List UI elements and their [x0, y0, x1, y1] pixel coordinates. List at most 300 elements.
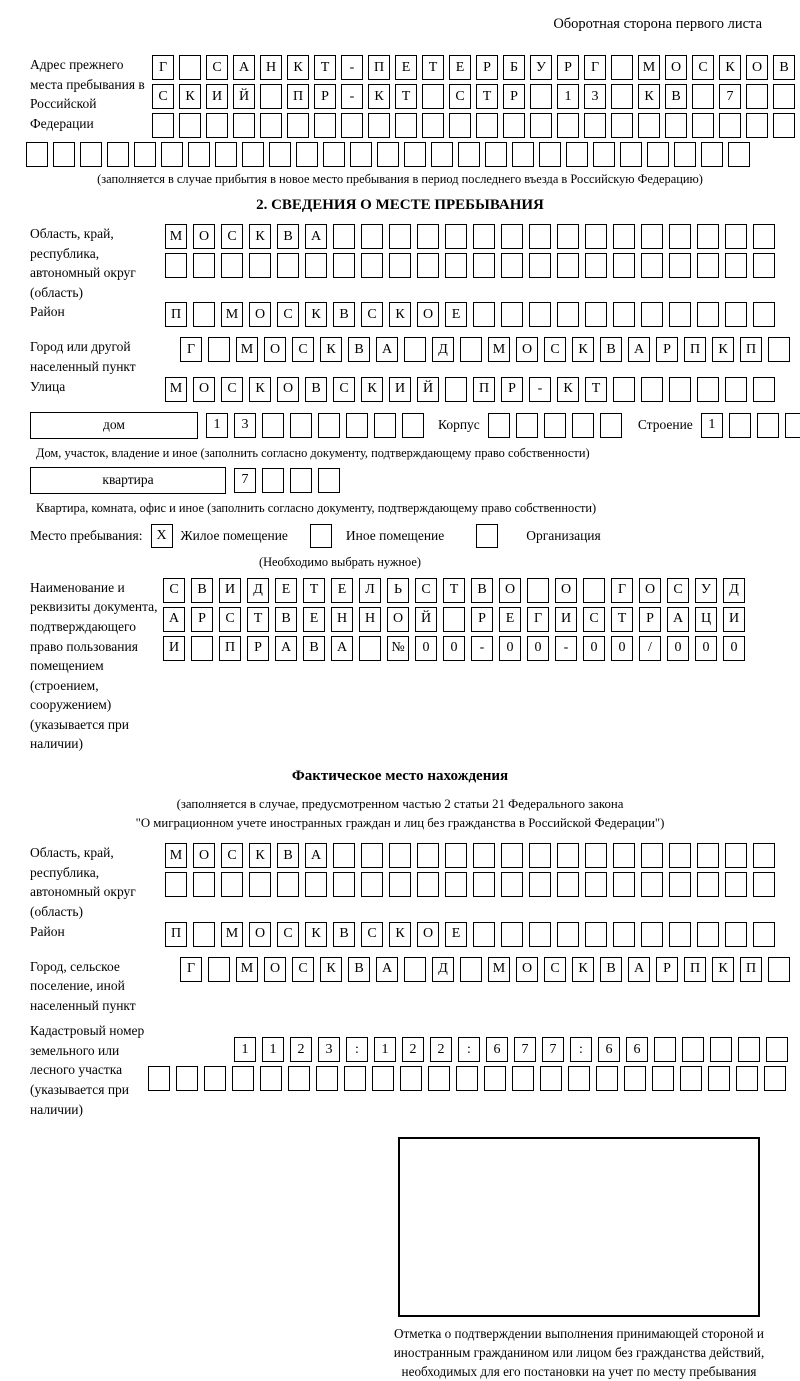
- char-cell[interactable]: [473, 302, 495, 327]
- char-cell[interactable]: [249, 253, 271, 278]
- char-cell[interactable]: [725, 377, 747, 402]
- char-cell[interactable]: К: [305, 922, 327, 947]
- char-cell[interactable]: 7: [514, 1037, 536, 1062]
- char-cell[interactable]: 7: [234, 468, 256, 493]
- char-cell[interactable]: 6: [598, 1037, 620, 1062]
- char-cell[interactable]: М: [221, 922, 243, 947]
- char-cell[interactable]: Е: [445, 302, 467, 327]
- char-cell[interactable]: [377, 142, 399, 167]
- char-cell[interactable]: [176, 1066, 198, 1091]
- char-cell[interactable]: С: [221, 843, 243, 868]
- char-cell[interactable]: [417, 224, 439, 249]
- char-cell[interactable]: П: [473, 377, 495, 402]
- char-cell[interactable]: Р: [314, 84, 336, 109]
- char-cell[interactable]: [593, 142, 615, 167]
- char-cell[interactable]: [501, 843, 523, 868]
- char-cell[interactable]: Е: [275, 578, 297, 603]
- char-cell[interactable]: [697, 302, 719, 327]
- char-cell[interactable]: О: [387, 607, 409, 632]
- char-cell[interactable]: [473, 872, 495, 897]
- char-cell[interactable]: [148, 1066, 170, 1091]
- char-cell[interactable]: Г: [152, 55, 174, 80]
- char-cell[interactable]: П: [684, 957, 706, 982]
- char-cell[interactable]: Г: [180, 337, 202, 362]
- char-cell[interactable]: В: [600, 957, 622, 982]
- char-cell[interactable]: [404, 957, 426, 982]
- char-cell[interactable]: [260, 1066, 282, 1091]
- char-cell[interactable]: К: [557, 377, 579, 402]
- char-cell[interactable]: М: [488, 337, 510, 362]
- char-cell[interactable]: [611, 55, 633, 80]
- char-cell[interactable]: Т: [611, 607, 633, 632]
- char-cell[interactable]: [193, 922, 215, 947]
- char-cell[interactable]: [641, 377, 663, 402]
- char-cell[interactable]: К: [712, 337, 734, 362]
- char-cell[interactable]: К: [389, 302, 411, 327]
- char-cell[interactable]: [215, 142, 237, 167]
- char-cell[interactable]: М: [165, 224, 187, 249]
- char-cell[interactable]: [359, 636, 381, 661]
- char-cell[interactable]: Р: [503, 84, 525, 109]
- char-cell[interactable]: В: [348, 337, 370, 362]
- char-cell[interactable]: Т: [247, 607, 269, 632]
- char-cell[interactable]: [262, 413, 284, 438]
- char-cell[interactable]: У: [695, 578, 717, 603]
- char-cell[interactable]: Р: [639, 607, 661, 632]
- char-cell[interactable]: 0: [583, 636, 605, 661]
- char-cell[interactable]: [417, 253, 439, 278]
- char-cell[interactable]: С: [292, 957, 314, 982]
- char-cell[interactable]: [458, 142, 480, 167]
- char-cell[interactable]: К: [305, 302, 327, 327]
- char-cell[interactable]: [161, 142, 183, 167]
- char-cell[interactable]: [544, 413, 566, 438]
- char-cell[interactable]: 1: [234, 1037, 256, 1062]
- char-cell[interactable]: Н: [359, 607, 381, 632]
- char-cell[interactable]: [389, 843, 411, 868]
- char-cell[interactable]: [652, 1066, 674, 1091]
- char-cell[interactable]: [539, 142, 561, 167]
- char-cell[interactable]: [208, 337, 230, 362]
- checkbox-organizatsiya[interactable]: [476, 524, 498, 548]
- char-cell[interactable]: [529, 843, 551, 868]
- char-cell[interactable]: [641, 872, 663, 897]
- char-cell[interactable]: [501, 224, 523, 249]
- char-cell[interactable]: А: [628, 337, 650, 362]
- char-cell[interactable]: [613, 922, 635, 947]
- char-cell[interactable]: К: [712, 957, 734, 982]
- char-cell[interactable]: П: [740, 957, 762, 982]
- char-cell[interactable]: 2: [402, 1037, 424, 1062]
- char-cell[interactable]: Е: [395, 55, 417, 80]
- char-cell[interactable]: [540, 1066, 562, 1091]
- char-cell[interactable]: 1: [701, 413, 723, 438]
- char-cell[interactable]: [647, 142, 669, 167]
- char-cell[interactable]: [350, 142, 372, 167]
- char-cell[interactable]: -: [471, 636, 493, 661]
- char-cell[interactable]: -: [341, 55, 363, 80]
- char-cell[interactable]: [773, 113, 795, 138]
- char-cell[interactable]: [460, 337, 482, 362]
- char-cell[interactable]: О: [417, 302, 439, 327]
- char-cell[interactable]: [746, 113, 768, 138]
- char-cell[interactable]: [557, 843, 579, 868]
- char-cell[interactable]: [641, 843, 663, 868]
- char-cell[interactable]: В: [333, 302, 355, 327]
- char-cell[interactable]: У: [530, 55, 552, 80]
- char-cell[interactable]: [473, 253, 495, 278]
- char-cell[interactable]: [460, 957, 482, 982]
- char-cell[interactable]: [488, 413, 510, 438]
- char-cell[interactable]: К: [638, 84, 660, 109]
- char-cell[interactable]: [766, 1037, 788, 1062]
- char-cell[interactable]: Й: [415, 607, 437, 632]
- char-cell[interactable]: [484, 1066, 506, 1091]
- char-cell[interactable]: К: [389, 922, 411, 947]
- char-cell[interactable]: [738, 1037, 760, 1062]
- char-cell[interactable]: [473, 843, 495, 868]
- char-cell[interactable]: А: [233, 55, 255, 80]
- char-cell[interactable]: [697, 843, 719, 868]
- char-cell[interactable]: 0: [667, 636, 689, 661]
- char-cell[interactable]: [290, 468, 312, 493]
- char-cell[interactable]: А: [628, 957, 650, 982]
- char-cell[interactable]: И: [555, 607, 577, 632]
- char-cell[interactable]: [361, 843, 383, 868]
- char-cell[interactable]: [333, 253, 355, 278]
- char-cell[interactable]: Р: [471, 607, 493, 632]
- char-cell[interactable]: [333, 224, 355, 249]
- char-cell[interactable]: [654, 1037, 676, 1062]
- char-cell[interactable]: К: [361, 377, 383, 402]
- char-cell[interactable]: О: [665, 55, 687, 80]
- char-cell[interactable]: Г: [527, 607, 549, 632]
- char-cell[interactable]: [557, 224, 579, 249]
- char-cell[interactable]: С: [583, 607, 605, 632]
- char-cell[interactable]: [221, 253, 243, 278]
- char-cell[interactable]: [402, 413, 424, 438]
- char-cell[interactable]: №: [387, 636, 409, 661]
- char-cell[interactable]: С: [221, 377, 243, 402]
- char-cell[interactable]: [404, 142, 426, 167]
- char-cell[interactable]: [583, 578, 605, 603]
- char-cell[interactable]: [757, 413, 779, 438]
- char-cell[interactable]: В: [348, 957, 370, 982]
- char-cell[interactable]: [277, 253, 299, 278]
- char-cell[interactable]: [318, 413, 340, 438]
- char-cell[interactable]: [242, 142, 264, 167]
- char-cell[interactable]: Е: [445, 922, 467, 947]
- char-cell[interactable]: Д: [247, 578, 269, 603]
- char-cell[interactable]: [262, 468, 284, 493]
- char-cell[interactable]: П: [684, 337, 706, 362]
- char-cell[interactable]: [710, 1037, 732, 1062]
- char-cell[interactable]: [389, 224, 411, 249]
- char-cell[interactable]: Р: [191, 607, 213, 632]
- char-cell[interactable]: Р: [501, 377, 523, 402]
- char-cell[interactable]: [529, 922, 551, 947]
- char-cell[interactable]: [725, 843, 747, 868]
- char-cell[interactable]: 7: [542, 1037, 564, 1062]
- char-cell[interactable]: Р: [557, 55, 579, 80]
- char-cell[interactable]: Т: [303, 578, 325, 603]
- char-cell[interactable]: К: [249, 224, 271, 249]
- char-cell[interactable]: [344, 1066, 366, 1091]
- char-cell[interactable]: С: [544, 957, 566, 982]
- char-cell[interactable]: [516, 413, 538, 438]
- char-cell[interactable]: [669, 224, 691, 249]
- char-cell[interactable]: О: [499, 578, 521, 603]
- char-cell[interactable]: [269, 142, 291, 167]
- char-cell[interactable]: С: [361, 922, 383, 947]
- char-cell[interactable]: 0: [443, 636, 465, 661]
- char-cell[interactable]: [179, 55, 201, 80]
- char-cell[interactable]: 2: [430, 1037, 452, 1062]
- char-cell[interactable]: [764, 1066, 786, 1091]
- char-cell[interactable]: [611, 84, 633, 109]
- char-cell[interactable]: Г: [611, 578, 633, 603]
- char-cell[interactable]: :: [346, 1037, 368, 1062]
- char-cell[interactable]: А: [163, 607, 185, 632]
- char-cell[interactable]: А: [275, 636, 297, 661]
- char-cell[interactable]: О: [249, 302, 271, 327]
- char-cell[interactable]: [529, 872, 551, 897]
- char-cell[interactable]: [613, 253, 635, 278]
- char-cell[interactable]: [674, 142, 696, 167]
- char-cell[interactable]: [193, 872, 215, 897]
- char-cell[interactable]: О: [277, 377, 299, 402]
- char-cell[interactable]: [613, 224, 635, 249]
- char-cell[interactable]: [443, 607, 465, 632]
- char-cell[interactable]: [26, 142, 48, 167]
- char-cell[interactable]: [725, 872, 747, 897]
- char-cell[interactable]: В: [471, 578, 493, 603]
- char-cell[interactable]: [179, 113, 201, 138]
- char-cell[interactable]: [611, 113, 633, 138]
- char-cell[interactable]: [585, 302, 607, 327]
- char-cell[interactable]: [697, 872, 719, 897]
- char-cell[interactable]: А: [667, 607, 689, 632]
- char-cell[interactable]: Д: [723, 578, 745, 603]
- char-cell[interactable]: [557, 922, 579, 947]
- char-cell[interactable]: К: [287, 55, 309, 80]
- char-cell[interactable]: [417, 843, 439, 868]
- char-cell[interactable]: К: [249, 377, 271, 402]
- char-cell[interactable]: 3: [318, 1037, 340, 1062]
- char-cell[interactable]: 7: [719, 84, 741, 109]
- char-cell[interactable]: [165, 872, 187, 897]
- char-cell[interactable]: [613, 302, 635, 327]
- char-cell[interactable]: [584, 113, 606, 138]
- char-cell[interactable]: [316, 1066, 338, 1091]
- char-cell[interactable]: К: [368, 84, 390, 109]
- char-cell[interactable]: И: [723, 607, 745, 632]
- char-cell[interactable]: [641, 922, 663, 947]
- char-cell[interactable]: В: [600, 337, 622, 362]
- char-cell[interactable]: [193, 302, 215, 327]
- char-cell[interactable]: [233, 113, 255, 138]
- char-cell[interactable]: А: [305, 843, 327, 868]
- char-cell[interactable]: [669, 377, 691, 402]
- char-cell[interactable]: Д: [432, 337, 454, 362]
- char-cell[interactable]: [290, 413, 312, 438]
- char-cell[interactable]: [277, 872, 299, 897]
- char-cell[interactable]: [530, 113, 552, 138]
- char-cell[interactable]: [456, 1066, 478, 1091]
- char-cell[interactable]: Р: [247, 636, 269, 661]
- char-cell[interactable]: [501, 302, 523, 327]
- char-cell[interactable]: [341, 113, 363, 138]
- char-cell[interactable]: К: [320, 957, 342, 982]
- char-cell[interactable]: [107, 142, 129, 167]
- char-cell[interactable]: [753, 224, 775, 249]
- char-cell[interactable]: В: [191, 578, 213, 603]
- char-cell[interactable]: [305, 253, 327, 278]
- char-cell[interactable]: [669, 872, 691, 897]
- char-cell[interactable]: 3: [584, 84, 606, 109]
- char-cell[interactable]: [697, 922, 719, 947]
- char-cell[interactable]: С: [277, 922, 299, 947]
- char-cell[interactable]: [585, 872, 607, 897]
- char-cell[interactable]: [445, 843, 467, 868]
- char-cell[interactable]: [193, 253, 215, 278]
- char-cell[interactable]: Й: [233, 84, 255, 109]
- char-cell[interactable]: [728, 142, 750, 167]
- char-cell[interactable]: [701, 142, 723, 167]
- char-cell[interactable]: -: [341, 84, 363, 109]
- char-cell[interactable]: [682, 1037, 704, 1062]
- char-cell[interactable]: О: [193, 843, 215, 868]
- char-cell[interactable]: Н: [260, 55, 282, 80]
- char-cell[interactable]: [368, 113, 390, 138]
- char-cell[interactable]: С: [692, 55, 714, 80]
- char-cell[interactable]: [445, 872, 467, 897]
- char-cell[interactable]: В: [333, 922, 355, 947]
- char-cell[interactable]: М: [638, 55, 660, 80]
- char-cell[interactable]: [600, 413, 622, 438]
- char-cell[interactable]: Т: [443, 578, 465, 603]
- char-cell[interactable]: О: [555, 578, 577, 603]
- char-cell[interactable]: Б: [503, 55, 525, 80]
- char-cell[interactable]: 0: [415, 636, 437, 661]
- char-cell[interactable]: [669, 843, 691, 868]
- char-cell[interactable]: М: [165, 377, 187, 402]
- char-cell[interactable]: Р: [656, 957, 678, 982]
- char-cell[interactable]: Т: [395, 84, 417, 109]
- char-cell[interactable]: [568, 1066, 590, 1091]
- char-cell[interactable]: [165, 253, 187, 278]
- char-cell[interactable]: [512, 142, 534, 167]
- char-cell[interactable]: [361, 872, 383, 897]
- char-cell[interactable]: М: [488, 957, 510, 982]
- char-cell[interactable]: П: [368, 55, 390, 80]
- char-cell[interactable]: -: [555, 636, 577, 661]
- char-cell[interactable]: Т: [476, 84, 498, 109]
- char-cell[interactable]: С: [277, 302, 299, 327]
- char-cell[interactable]: 1: [206, 413, 228, 438]
- char-cell[interactable]: [389, 872, 411, 897]
- char-cell[interactable]: [445, 253, 467, 278]
- char-cell[interactable]: 3: [234, 413, 256, 438]
- char-cell[interactable]: [449, 113, 471, 138]
- char-cell[interactable]: [669, 922, 691, 947]
- char-cell[interactable]: [585, 224, 607, 249]
- char-cell[interactable]: О: [193, 224, 215, 249]
- char-cell[interactable]: О: [193, 377, 215, 402]
- char-cell[interactable]: [697, 253, 719, 278]
- char-cell[interactable]: [557, 113, 579, 138]
- char-cell[interactable]: Д: [432, 957, 454, 982]
- char-cell[interactable]: [624, 1066, 646, 1091]
- char-cell[interactable]: [753, 872, 775, 897]
- char-cell[interactable]: С: [544, 337, 566, 362]
- char-cell[interactable]: Г: [180, 957, 202, 982]
- char-cell[interactable]: [389, 253, 411, 278]
- char-cell[interactable]: О: [417, 922, 439, 947]
- char-cell[interactable]: [288, 1066, 310, 1091]
- char-cell[interactable]: М: [236, 957, 258, 982]
- char-cell[interactable]: [641, 302, 663, 327]
- char-cell[interactable]: В: [277, 224, 299, 249]
- char-cell[interactable]: 0: [695, 636, 717, 661]
- char-cell[interactable]: [725, 253, 747, 278]
- char-cell[interactable]: 6: [486, 1037, 508, 1062]
- char-cell[interactable]: [134, 142, 156, 167]
- char-cell[interactable]: [152, 113, 174, 138]
- char-cell[interactable]: А: [331, 636, 353, 661]
- char-cell[interactable]: [361, 224, 383, 249]
- char-cell[interactable]: [557, 872, 579, 897]
- char-cell[interactable]: [333, 843, 355, 868]
- char-cell[interactable]: [585, 253, 607, 278]
- char-cell[interactable]: 6: [626, 1037, 648, 1062]
- char-cell[interactable]: [768, 957, 790, 982]
- char-cell[interactable]: [188, 142, 210, 167]
- char-cell[interactable]: [204, 1066, 226, 1091]
- char-cell[interactable]: И: [219, 578, 241, 603]
- char-cell[interactable]: [529, 253, 551, 278]
- char-cell[interactable]: С: [667, 578, 689, 603]
- char-cell[interactable]: С: [333, 377, 355, 402]
- char-cell[interactable]: [692, 84, 714, 109]
- char-cell[interactable]: [221, 872, 243, 897]
- char-cell[interactable]: 0: [611, 636, 633, 661]
- char-cell[interactable]: М: [165, 843, 187, 868]
- char-cell[interactable]: О: [639, 578, 661, 603]
- char-cell[interactable]: [753, 253, 775, 278]
- char-cell[interactable]: [768, 337, 790, 362]
- char-cell[interactable]: [708, 1066, 730, 1091]
- char-cell[interactable]: В: [305, 377, 327, 402]
- char-cell[interactable]: [333, 872, 355, 897]
- char-cell[interactable]: [249, 872, 271, 897]
- char-cell[interactable]: [753, 302, 775, 327]
- char-cell[interactable]: В: [665, 84, 687, 109]
- char-cell[interactable]: П: [165, 302, 187, 327]
- char-cell[interactable]: М: [221, 302, 243, 327]
- char-cell[interactable]: [296, 142, 318, 167]
- char-cell[interactable]: П: [287, 84, 309, 109]
- char-cell[interactable]: [585, 922, 607, 947]
- char-cell[interactable]: [572, 413, 594, 438]
- char-cell[interactable]: С: [152, 84, 174, 109]
- char-cell[interactable]: [428, 1066, 450, 1091]
- char-cell[interactable]: [665, 113, 687, 138]
- char-cell[interactable]: [613, 843, 635, 868]
- char-cell[interactable]: [566, 142, 588, 167]
- char-cell[interactable]: [585, 843, 607, 868]
- char-cell[interactable]: [512, 1066, 534, 1091]
